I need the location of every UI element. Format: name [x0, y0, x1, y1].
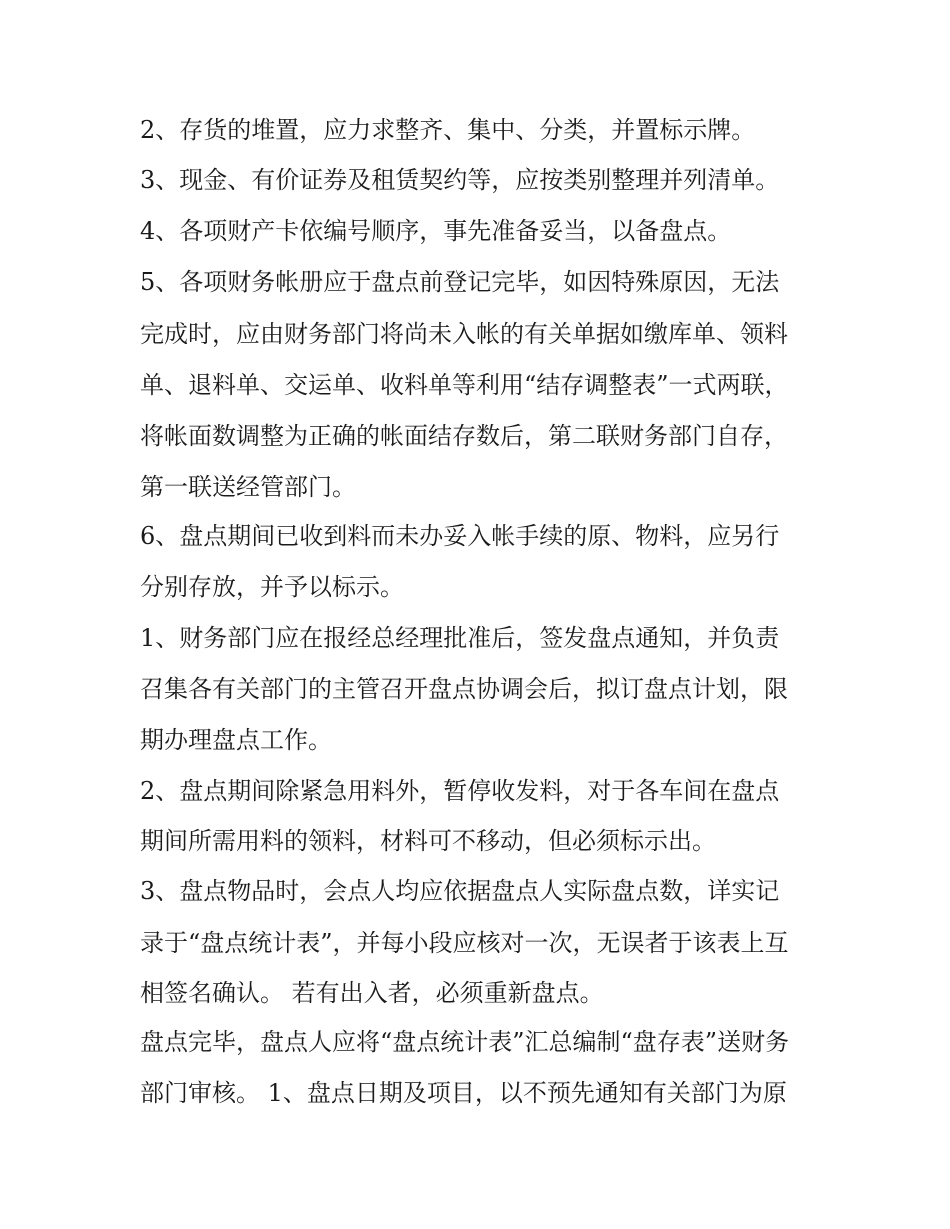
text-line: 4、各项财产卡依编号顺序，事先准备妥当，以备盘点。 — [140, 217, 732, 245]
text-line: 2、盘点期间除紧急用料外，暂停收发料，对于各车间在盘点 — [140, 777, 780, 805]
text-line: 5、各项财务帐册应于盘点前登记完毕，如因特殊原因，无法 — [140, 268, 780, 296]
text-line: 录于“盘点统计表”，并每小段应核对一次，无误者于该表上互 — [140, 929, 789, 957]
text-line: 第一联送经管部门。 — [140, 473, 356, 501]
text-line: 盘点完毕，盘点人应将“盘点统计表”汇总编制“盘存表”送财务 — [140, 1028, 790, 1056]
text-line: 2、存货的堆置，应力求整齐、集中、分类，并置标示牌。 — [140, 116, 756, 144]
text-line: 1、财务部门应在报经总经理批准后，签发盘点通知，并负责 — [140, 624, 780, 652]
text-line: 相签名确认。 若有出入者，必须重新盘点。 — [140, 979, 604, 1007]
text-line: 将帐面数调整为正确的帐面结存数后，第二联财务部门自存， — [140, 422, 788, 450]
text-line: 3、现金、有价证券及租赁契约等，应按类别整理并列清单。 — [140, 166, 780, 194]
text-line: 6、盘点期间已收到料而未办妥入帐手续的原、物料，应另行 — [140, 522, 780, 550]
text-line: 期办理盘点工作。 — [140, 726, 332, 754]
text-line: 召集各有关部门的主管召开盘点协调会后，拟订盘点计划，限 — [140, 675, 788, 703]
text-line: 单、退料单、交运单、收料单等利用“结存调整表”一式两联， — [140, 371, 789, 399]
text-line: 期间所需用料的领料，材料可不移动，但必须标示出。 — [140, 827, 716, 855]
text-line: 3、盘点物品时，会点人均应依据盘点人实际盘点数，详实记 — [140, 877, 780, 905]
text-line: 完成时，应由财务部门将尚未入帐的有关单据如缴库单、领料 — [140, 320, 788, 348]
text-line: 分别存放，并予以标示。 — [140, 573, 404, 601]
text-line: 部门审核。 1、盘点日期及项目，以不预先通知有关部门为原 — [140, 1079, 787, 1107]
